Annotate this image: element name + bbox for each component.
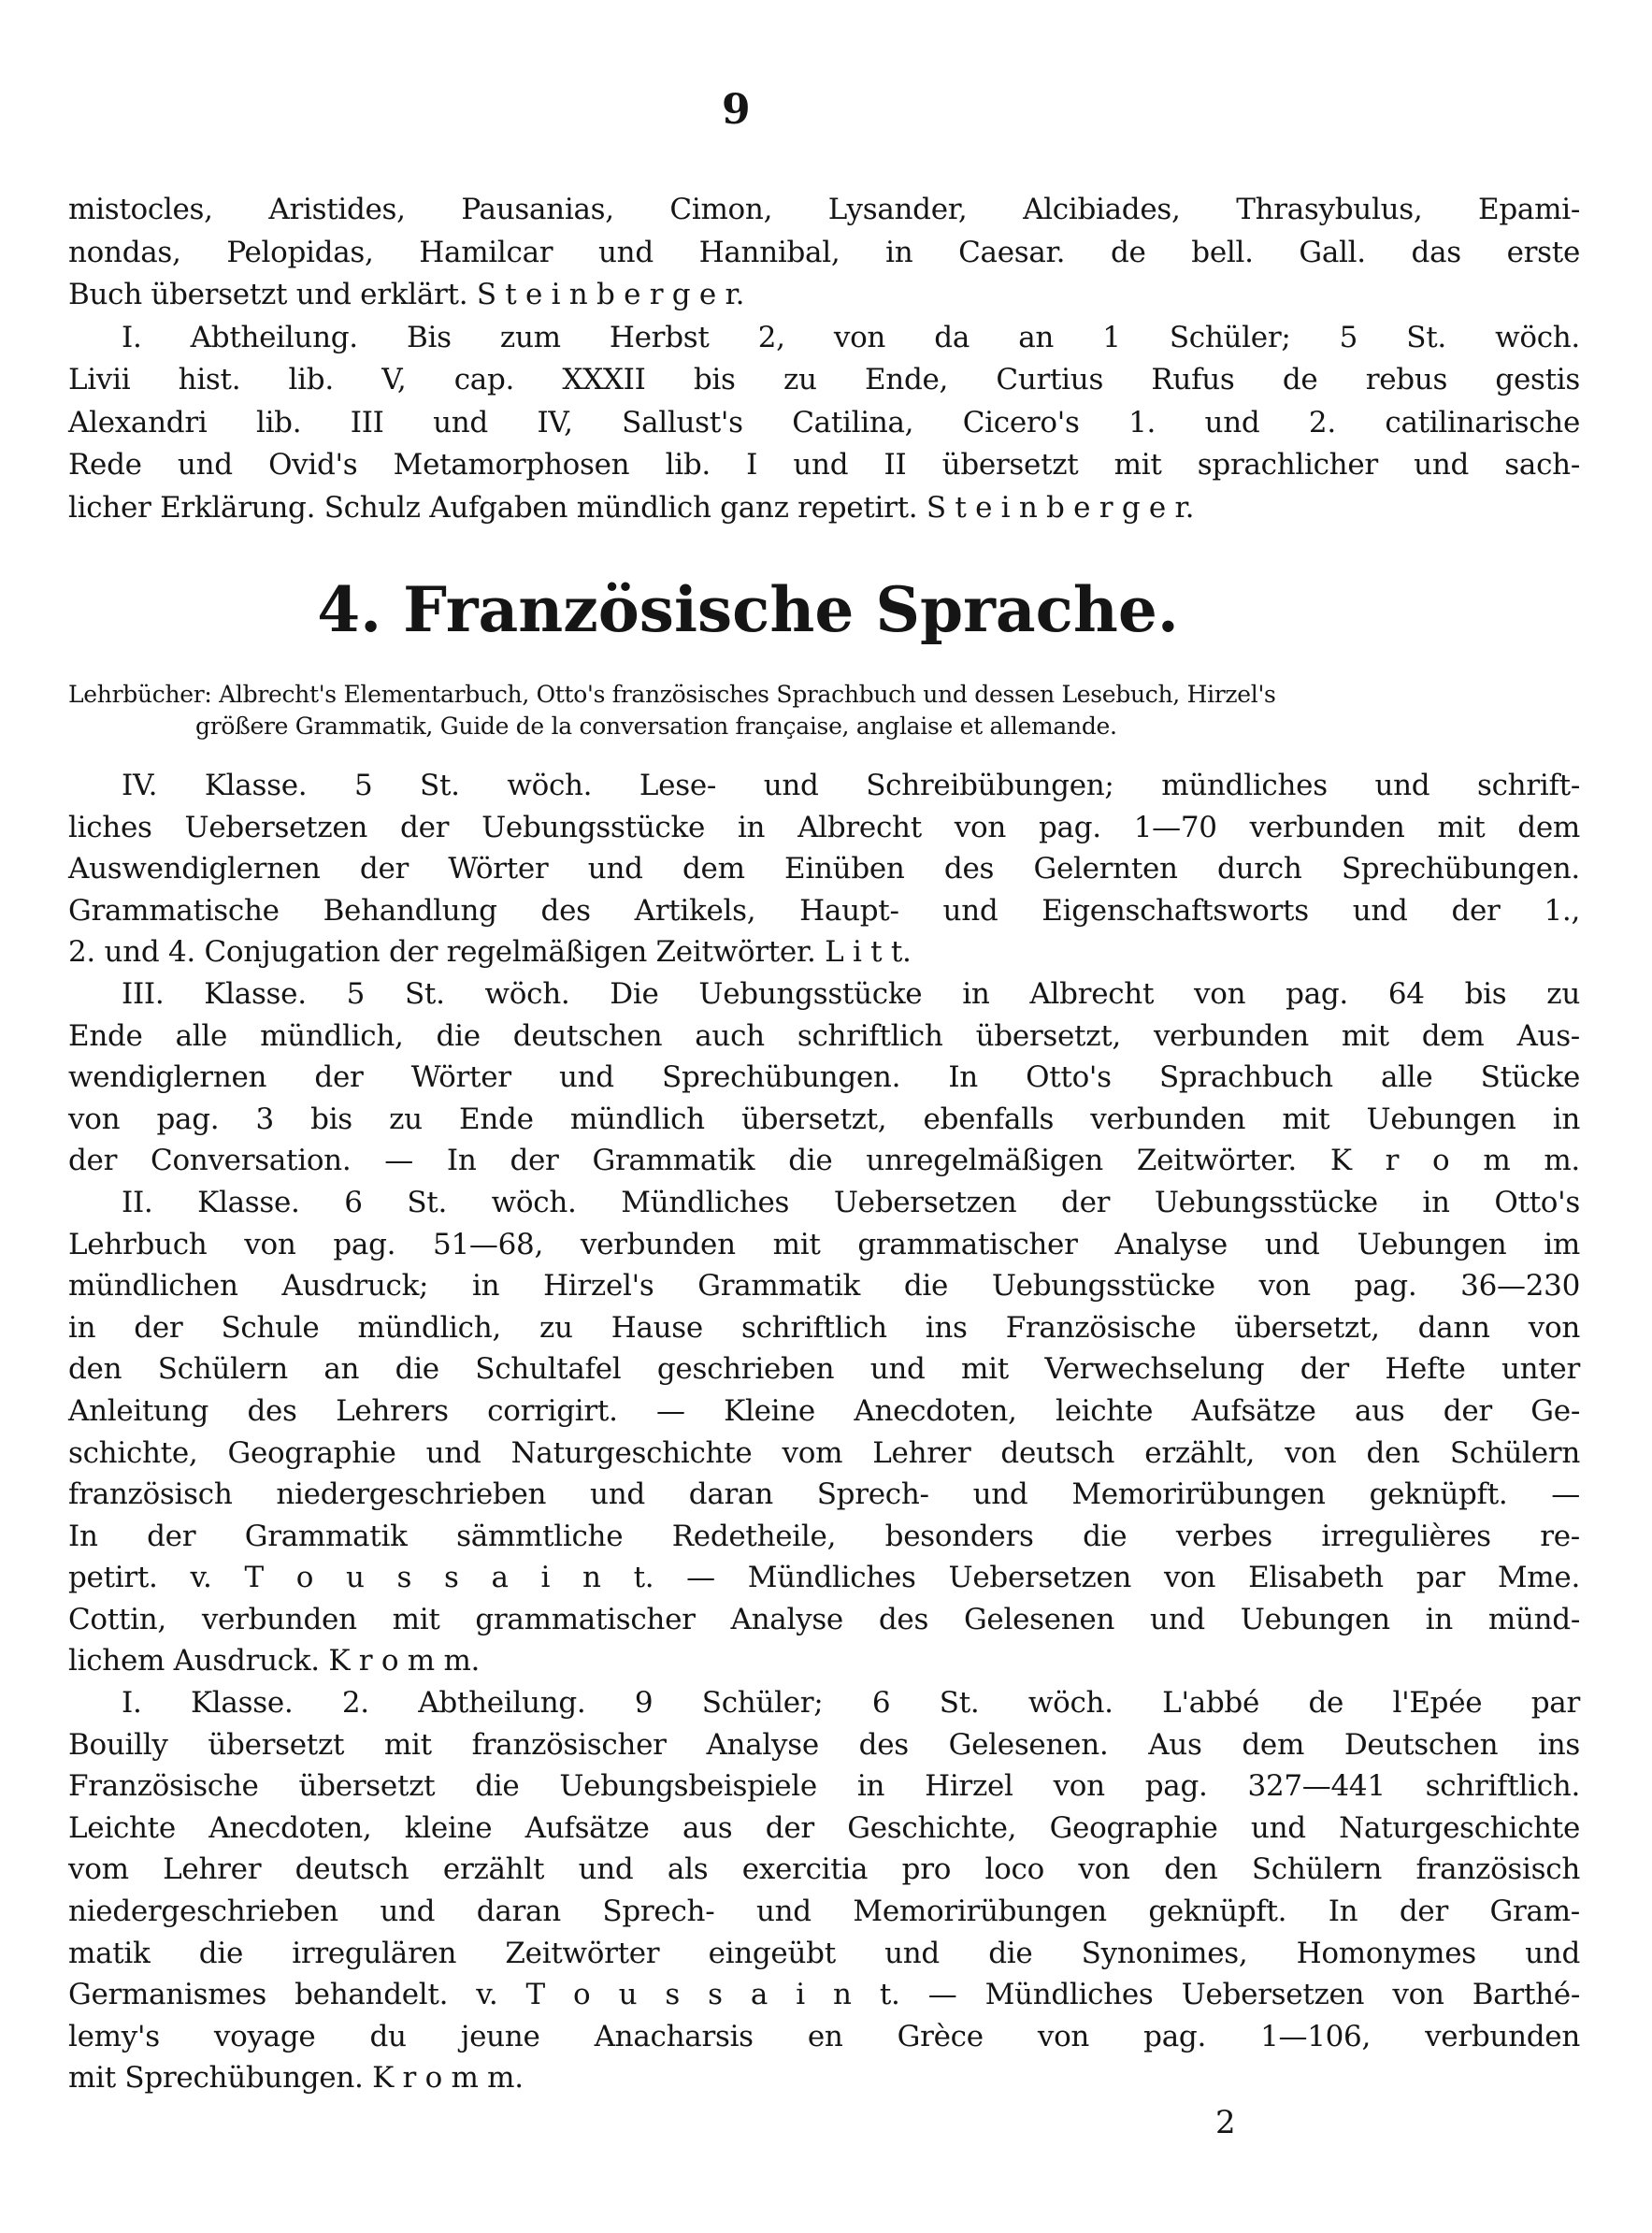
text-line: Ende alle mündlich, die deutschen auch schriftlich übersetzt, verbunden mit dem Aus- [68, 1018, 1580, 1053]
text-line: lemy's voyage du jeune Anacharsis en Grèce von pag. 1—106, verbunden [68, 2019, 1580, 2053]
text-line: mündlichen Ausdruck; in Hirzel's Grammatik die Uebungsstücke von pag. 36—230 [68, 1269, 1580, 1304]
paragraph-block-french [68, 765, 1580, 2099]
text-line: In der Grammatik sämmtliche Redetheile, besonders die verbes irregulières re- [68, 1519, 1580, 1553]
text-line: in der Schule mündlich, zu Hause schriftlich ins Französische übersetzt, dann von [68, 1310, 1580, 1345]
text-line: Grammatische Behandlung des Artikels, Haupt- und Eigenschaftsworts und der 1., [68, 893, 1580, 928]
paragraph-block-latin [68, 189, 1580, 529]
text-line: Bouilly übersetzt mit französischer Analyse des Gelesenen. Aus dem Deutschen ins [68, 1727, 1580, 1762]
text-line: der Conversation. — In der Grammatik die unregelmäßigen Zeitwörter. K r o m m. [68, 1144, 1580, 1178]
text-line: den Schülern an die Schultafel geschrieben und mit Verwechselung der Hefte unter [68, 1352, 1580, 1387]
text-line: Alexandri lib. III und IV, Sallust's Catilina, Cicero's 1. und 2. catilinarische [68, 405, 1580, 439]
signature-mark: 2 [1215, 2104, 1236, 2141]
text-line: schichte, Geographie und Naturgeschichte vom Lehrer deutsch erzählt, von den Schülern [68, 1435, 1580, 1470]
text-line: petirt. v. T o u s s a i n t. — Mündliches Uebersetzen von Elisabeth par Mme. [68, 1561, 1580, 1595]
text-line: matik die irregulären Zeitwörter eingeübt und die Synonimes, Homonymes und [68, 1936, 1580, 1970]
text-line: III. Klasse. 5 St. wöch. Die Uebungsstücke in Albrecht von pag. 64 bis zu [122, 976, 1580, 1011]
text-line: I. Klasse. 2. Abtheilung. 9 Schüler; 6 St. wöch. L'abbé de l'Epée par [122, 1686, 1580, 1721]
text-line: Livii hist. lib. V, cap. XXXII bis zu Ende, Curtius Rufus de rebus gestis [68, 363, 1580, 396]
text-line: vom Lehrer deutsch erzählt und als exercitia pro loco von den Schülern französisch [68, 1852, 1580, 1887]
text-line: mit Sprechübungen. K r o m m. [68, 2061, 524, 2096]
textbooks-line: größere Grammatik, Guide de la conversation française, anglaise et allemande. [195, 713, 1117, 740]
text-line: Lehrbuch von pag. 51—68, verbunden mit grammatischer Analyse und Uebungen im [68, 1227, 1580, 1261]
text-line: II. Klasse. 6 St. wöch. Mündliches Uebersetzen der Uebungsstücke in Otto's [122, 1185, 1580, 1219]
textbooks-line: Lehrbücher: Albrecht's Elementarbuch, Otto's französisches Sprachbuch und dessen Lesebuch, Hirzel's [68, 681, 1276, 708]
section-heading: 4. Französische Sprache. [317, 573, 1179, 646]
text-line: Cottin, verbunden mit grammatischer Analyse des Gelesenen und Uebungen in münd- [68, 1602, 1580, 1636]
page-number: 9 [722, 86, 751, 134]
text-line: von pag. 3 bis zu Ende mündlich übersetzt, ebenfalls verbunden mit Uebungen in [68, 1102, 1580, 1136]
textbooks-note [68, 679, 1580, 742]
text-line: IV. Klasse. 5 St. wöch. Lese- und Schreibübungen; mündliches und schrift- [122, 769, 1580, 802]
text-line: liches Uebersetzen der Uebungsstücke in Albrecht von pag. 1—70 verbunden mit dem [68, 810, 1580, 844]
text-line: licher Erklärung. Schulz Aufgaben mündlich ganz repetirt. S t e i n b e r g e r. [68, 490, 1195, 525]
text-line: Rede und Ovid's Metamorphosen lib. I und II übersetzt mit sprachlicher und sach- [68, 448, 1580, 482]
text-line: lichem Ausdruck. K r o m m. [68, 1644, 481, 1678]
text-line: niedergeschrieben und daran Sprech- und Memorirübungen geknüpft. In der Gram- [68, 1894, 1580, 1929]
text-line: nondas, Pelopidas, Hamilcar und Hannibal, in Caesar. de bell. Gall. das erste [68, 235, 1580, 269]
text-line: wendiglernen der Wörter und Sprechübungen. In Otto's Sprachbuch alle Stücke [68, 1060, 1580, 1095]
text-line: Germanismes behandelt. v. T o u s s a i n t. — Mündliches Uebersetzen von Barthé- [68, 1978, 1580, 2012]
text-line: mistocles, Aristides, Pausanias, Cimon, Lysander, Alcibiades, Thrasybulus, Epami- [68, 193, 1580, 226]
text-line: französisch niedergeschrieben und daran Sprech- und Memorirübungen geknüpft. — [68, 1477, 1580, 1512]
text-line: Anleitung des Lehrers corrigirt. — Kleine Anecdoten, leichte Aufsätze aus der Ge- [68, 1393, 1580, 1428]
text-line: Leichte Anecdoten, kleine Aufsätze aus der Geschichte, Geographie und Naturgeschichte [68, 1810, 1580, 1845]
text-line: Auswendiglernen der Wörter und dem Einüben des Gelernten durch Sprechübungen. [68, 852, 1580, 886]
text-line: I. Abtheilung. Bis zum Herbst 2, von da an 1 Schüler; 5 St. wöch. [122, 320, 1580, 354]
text-line: Buch übersetzt und erklärt. S t e i n b e r g e r. [68, 278, 745, 311]
text-line: 2. und 4. Conjugation der regelmäßigen Zeitwörter. L i t t. [68, 935, 912, 970]
text-line: Französische übersetzt die Uebungsbeispiele in Hirzel von pag. 327—441 schriftlich. [68, 1769, 1580, 1804]
